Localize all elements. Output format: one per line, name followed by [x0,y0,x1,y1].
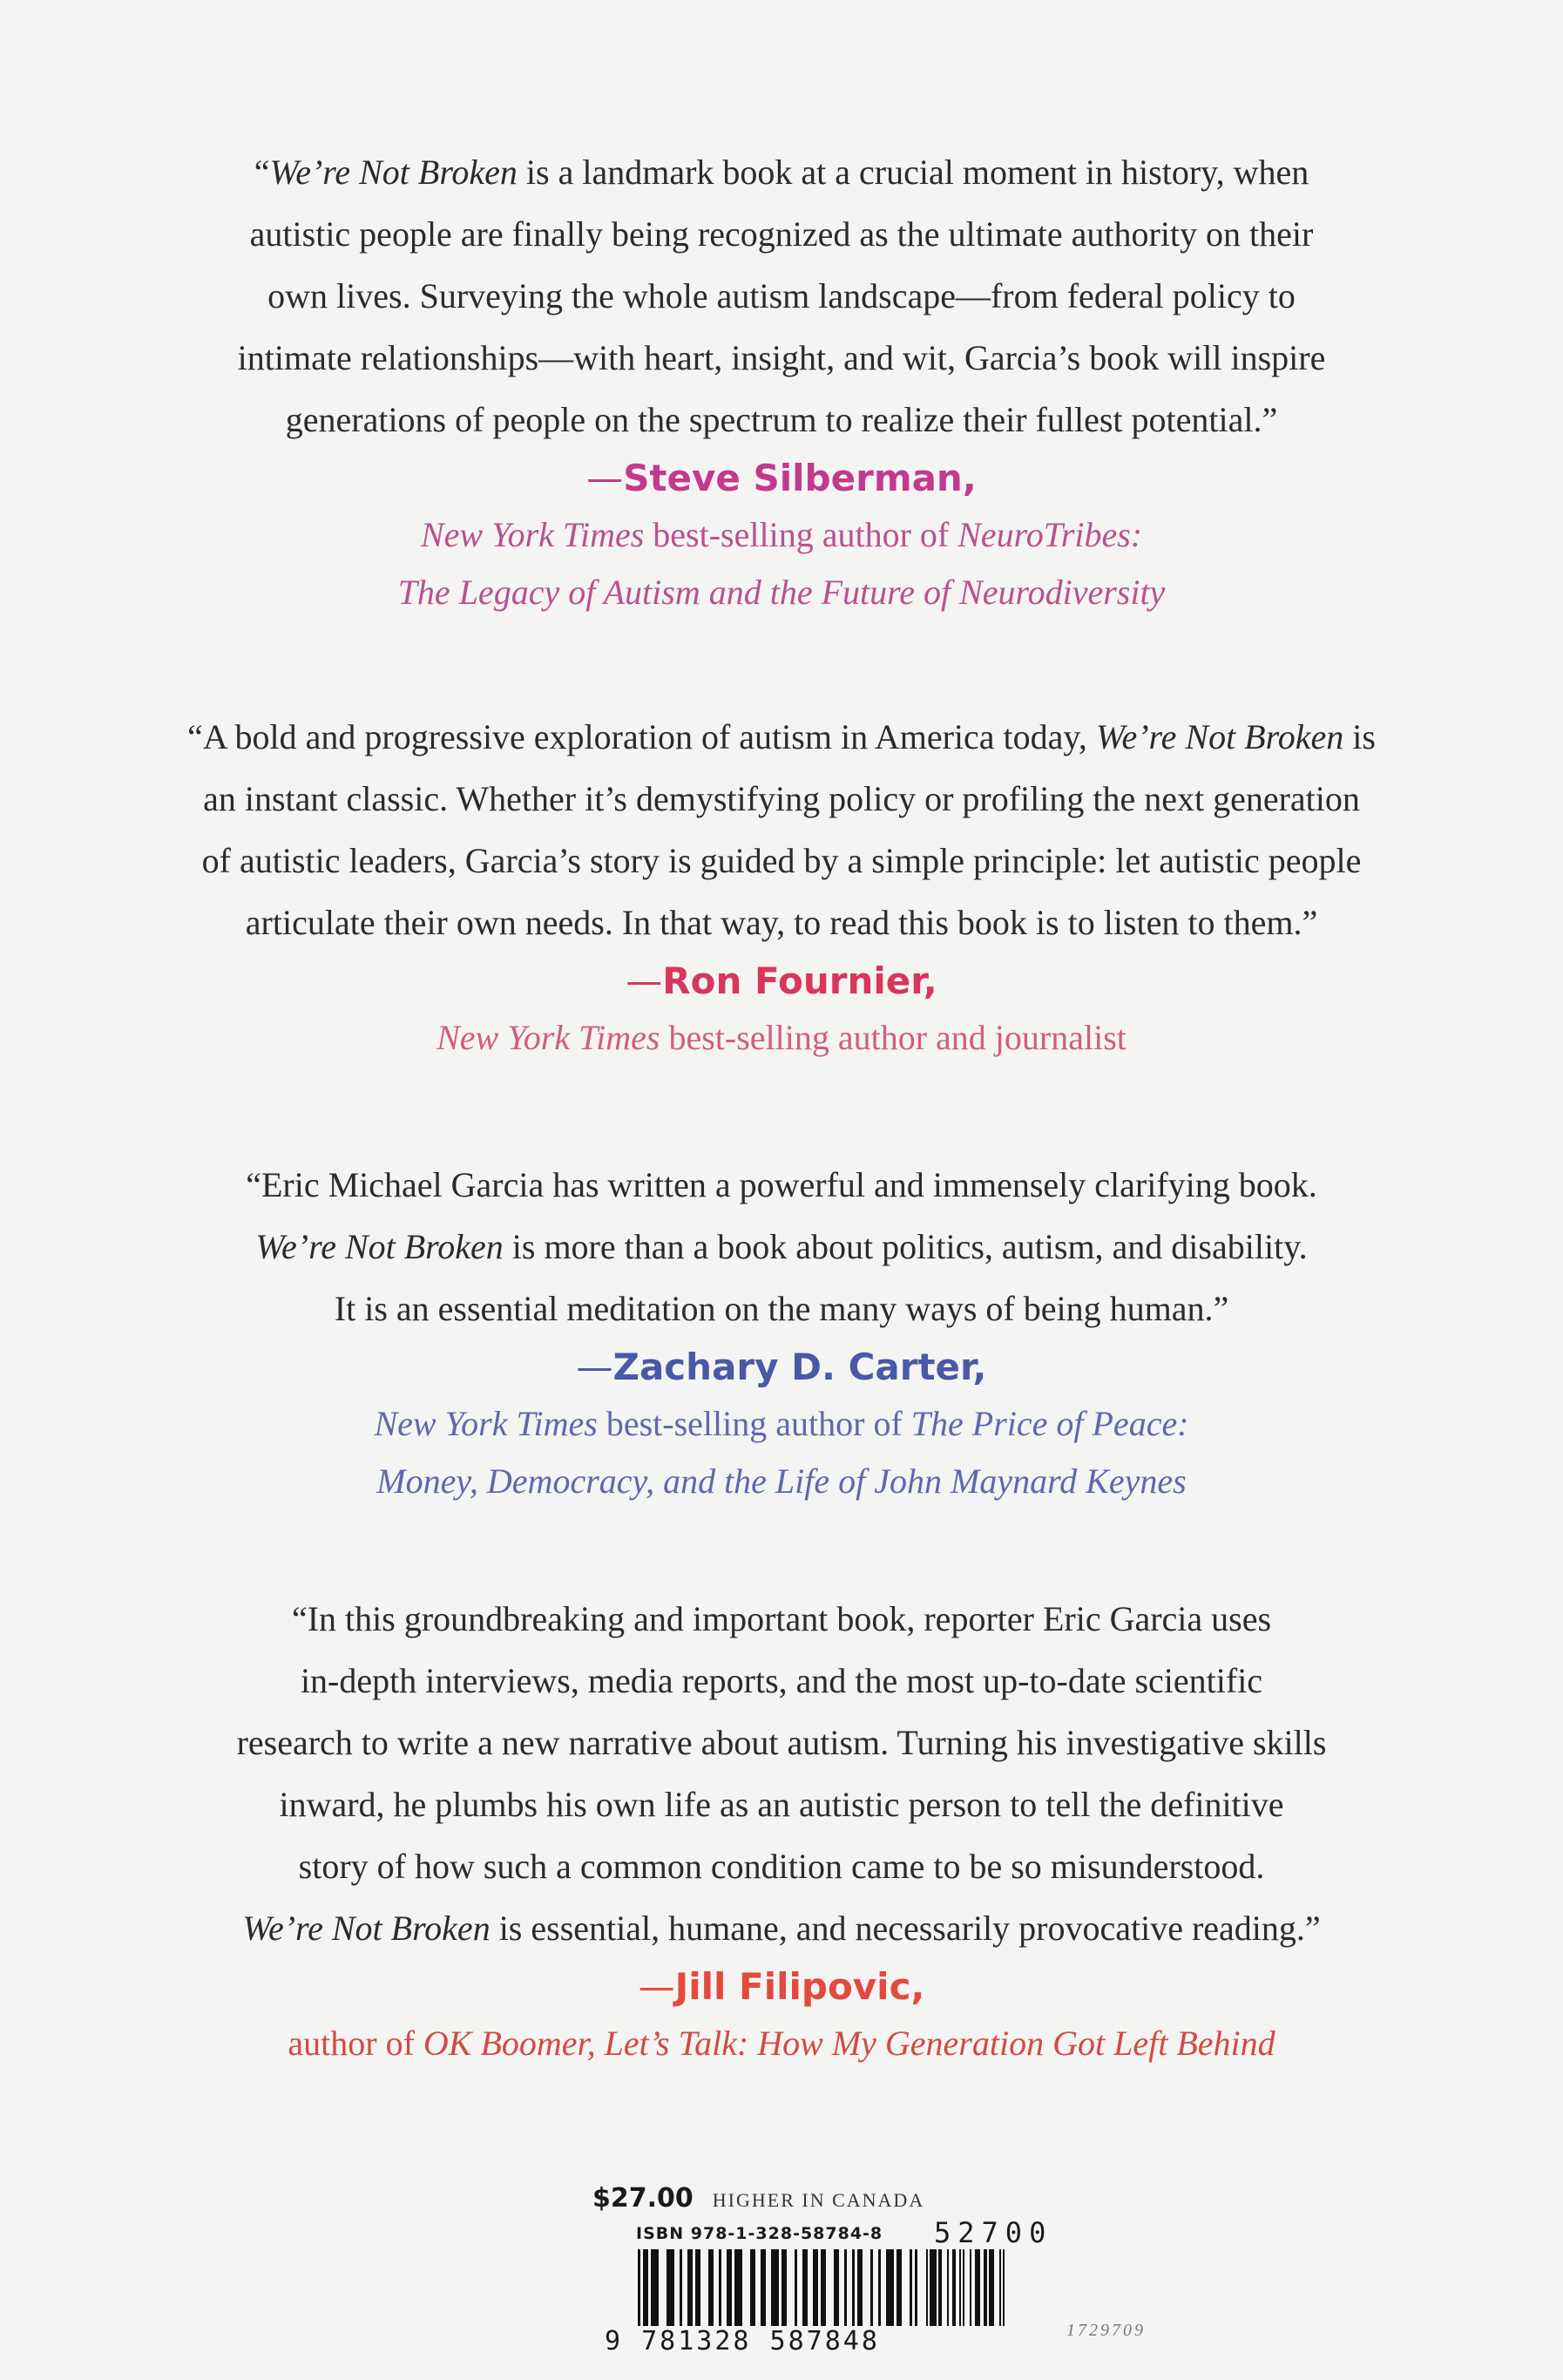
barcode-bar [719,2249,721,2326]
text-run: best-selling author of [597,1404,911,1443]
barcode-bar [711,2249,714,2326]
text-line [105,1154,1458,1216]
text-line [105,265,1458,327]
barcode-bar [931,2249,933,2326]
attribution-credential [105,506,1458,621]
barcode-bar [815,2249,818,2326]
italic-run: New York Times [420,515,645,554]
text-line [105,564,1458,621]
text-line [105,2015,1458,2072]
barcode-bar [844,2249,847,2326]
text-line [105,1216,1458,1278]
barcode-bar [985,2249,987,2326]
barcode-bar [666,2249,669,2326]
italic-run: Money, Democracy, and the Life of John Maynard Keynes [376,1461,1187,1501]
text-line [105,892,1458,953]
barcode-bar [643,2249,646,2326]
price: $27.00 [592,2183,694,2214]
text-line [105,389,1458,451]
text-run: of autistic leaders, Garcia’s story is guided by a simple principle: let autistic people [201,841,1362,880]
barcode-bar [963,2249,964,2326]
barcode-bar [897,2249,899,2326]
text-line [105,1453,1458,1510]
barcode-bar [933,2249,935,2326]
text-run: is a landmark book at a crucial moment in history, when [517,153,1309,192]
text-line [105,1773,1458,1835]
quote-text [105,1154,1458,1339]
barcode-bar [653,2249,656,2326]
text-line [105,1835,1458,1897]
isbn-label: ISBN 978-1-328-58784-8 [636,2224,883,2243]
barcode-bar [930,2249,931,2326]
barcode-bar [687,2249,690,2326]
text-run: “ [254,153,270,192]
barcode-bar [977,2249,978,2326]
blurb-fournier [105,706,1458,1067]
barcode-bar [870,2249,873,2326]
barcode-bar [935,2249,937,2326]
text-run: “A bold and progressive exploration of autism in America today, [187,717,1096,756]
barcode-bar [680,2249,682,2326]
italic-run: NeuroTribes: [957,515,1143,554]
barcode-bar [940,2249,942,2326]
barcode-bar [954,2249,956,2326]
barcode-bar [899,2249,902,2326]
text-line [105,1650,1458,1712]
text-run: best-selling author of [644,515,958,554]
attribution-credential [105,1395,1458,1510]
barcode-bar [761,2249,763,2326]
italic-run: OK Boomer, Let’s Talk: How My Generation Got Left Behind [423,2024,1275,2063]
barcode-bar [852,2249,855,2326]
quote-text [105,706,1458,953]
barcode-bar [860,2249,863,2326]
barcode-bar [878,2249,881,2326]
barcode-bar [823,2249,826,2326]
barcode-bar [952,2249,954,2326]
italic-run: New York Times [374,1404,598,1443]
italic-run: We’re Not Broken [255,1227,504,1266]
barcode-bar [729,2249,732,2326]
barcode-bar [947,2249,949,2326]
text-run: generations of people on the spectrum to realize their fullest potential.” [285,400,1278,439]
barcode-bar [737,2249,740,2326]
text-line [105,1897,1458,1959]
barcode-bar [989,2249,991,2326]
quote-text [105,141,1458,451]
barcode-bar [834,2249,836,2326]
barcode-bar [782,2249,784,2326]
barcode-bar [795,2249,797,2326]
text-line [105,1009,1458,1067]
text-run: best-selling author and journalist [660,1018,1127,1057]
italic-run: We’re Not Broken [242,1909,491,1948]
text-run: own lives. Surveying the whole autism landscape—from federal policy to [267,276,1296,315]
barcode-bar [970,2249,971,2326]
blurb-silberman [105,141,1458,621]
text-run: in-depth interviews, media reports, and the most up-to-date scientific [300,1661,1263,1700]
text-line [105,141,1458,203]
barcode-bar [999,2249,1001,2326]
blurb-carter [105,1154,1458,1510]
barcode-bar [821,2249,823,2326]
ean-barcode [638,2249,920,2326]
barcode-bar [740,2249,742,2326]
barcode-bar [771,2249,774,2326]
text-run: is [1343,717,1376,756]
text-run: an instant classic. Whether it’s demystifying policy or profiling the next generation [203,779,1360,818]
barcode-bar [926,2249,928,2326]
barcode-bar [698,2249,700,2326]
barcode-bar [1003,2249,1005,2326]
barcode-bar [727,2249,729,2326]
barcode-bar [975,2249,977,2326]
text-line [105,830,1458,892]
text-line [105,1278,1458,1339]
text-line [105,327,1458,389]
attribution-credential [105,2015,1458,2072]
text-line [105,768,1458,830]
attribution-name: —Jill Filipovic, [638,1965,925,2008]
barcode-bar [889,2249,891,2326]
barcode-bar [886,2249,889,2326]
barcode-bar [857,2249,860,2326]
attribution-name: —Zachary D. Carter, [576,1346,987,1388]
price-addon-barcode [926,2249,1038,2326]
barcode-bar [646,2249,648,2326]
barcode-bar [776,2249,779,2326]
barcode-bar [708,2249,711,2326]
barcode-bar [984,2249,985,2326]
italic-run: The Legacy of Autism and the Future of Neurodiversity [397,573,1166,612]
higher-in-canada: HIGHER IN CANADA [712,2189,925,2211]
text-line [105,1712,1458,1773]
text-run: articulate their own needs. In that way, to read this book is to listen to them.” [245,903,1318,942]
text-run: author of [288,2024,423,2063]
text-run: “Eric Michael Garcia has written a powerful and immensely clarifying book. [246,1165,1317,1204]
barcode-bar [891,2249,894,2326]
barcode-bar [805,2249,808,2326]
barcode-bar [978,2249,980,2326]
printer-stamp: 1729709 [1066,2321,1146,2340]
barcode-bar [753,2249,755,2326]
text-line [105,203,1458,265]
ean-digits: 9 781328 587848 [605,2326,880,2356]
text-run: autistic people are finally being recognized as the ultimate authority on their [249,214,1314,254]
barcode-bar [910,2249,912,2326]
text-line [105,706,1458,768]
barcode-bar [915,2249,917,2326]
italic-run: New York Times [436,1018,660,1057]
attribution-credential [105,1009,1458,1067]
barcode-bar [813,2249,815,2326]
barcode-bar [750,2249,753,2326]
text-run: It is an essential meditation on the many ways of being human.” [334,1289,1229,1328]
text-run: intimate relationships—with heart, insight, and wit, Garcia’s book will inspire [237,338,1326,377]
italic-run: The Price of Peace: [910,1404,1189,1443]
text-line [105,506,1458,564]
text-line [105,1395,1458,1453]
blurb-filipovic [105,1588,1458,2072]
barcode-bar [672,2249,674,2326]
barcode-bar [763,2249,766,2326]
barcode-bar [959,2249,961,2326]
barcode-bar [836,2249,839,2326]
barcode-bar [774,2249,776,2326]
barcode-bar [656,2249,659,2326]
text-run: “In this groundbreaking and important book, reporter Eric Garcia uses [291,1599,1272,1638]
barcode-bar [802,2249,805,2326]
text-run: research to write a new narrative about autism. Turning his investigative skills [236,1723,1327,1762]
text-line [105,1588,1458,1650]
barcode-bar [638,2249,640,2326]
italic-run: We’re Not Broken [269,153,518,192]
barcode-bar [938,2249,940,2326]
barcode-area [592,2183,1063,2366]
barcode-bar [784,2249,787,2326]
barcode-bar [991,2249,992,2326]
text-run: is more than a book about politics, autism, and disability. [503,1227,1308,1266]
barcode-bar [690,2249,693,2326]
barcode-bar [669,2249,672,2326]
italic-run: We’re Not Broken [1095,717,1344,756]
price-code: 52700 [934,2216,1053,2249]
text-run: is essential, humane, and necessarily provocative reading.” [490,1909,1321,1948]
text-run: story of how such a common condition came to be so misunderstood. [298,1847,1265,1886]
price-row [592,2183,924,2214]
barcode-bar [651,2249,653,2326]
attribution-name: —Ron Fournier, [626,959,937,1002]
barcode-bar [992,2249,994,2326]
barcode-bar [695,2249,698,2326]
quote-text [105,1588,1458,1959]
text-run: inward, he plumbs his own life as an autistic person to tell the definitive [279,1785,1284,1824]
attribution-name: —Steve Silberman, [586,457,977,499]
barcode-bar [734,2249,737,2326]
